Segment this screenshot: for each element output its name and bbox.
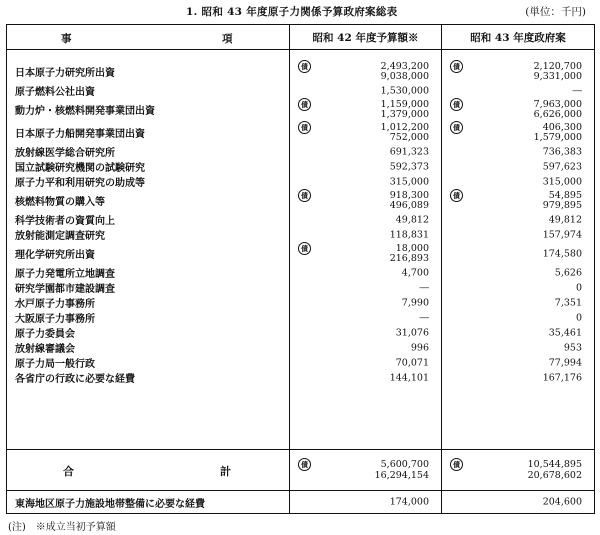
- table-row: [7, 325, 595, 340]
- amount-value: 20,678,602: [527, 470, 582, 481]
- amount-value: 157,974: [542, 229, 582, 240]
- debt-mark-icon: 債: [298, 242, 311, 255]
- item-label: 動力炉・核燃料開発事業団出資: [7, 98, 290, 121]
- table-row: [7, 295, 595, 310]
- table-row: [7, 242, 595, 265]
- col1-cell: [290, 212, 442, 227]
- budget-table: [6, 24, 595, 514]
- item-label: 原子力委員会: [7, 325, 290, 340]
- table-row: [7, 212, 595, 227]
- col2-cell: [442, 159, 595, 174]
- amount-value: 70,071: [395, 357, 429, 368]
- col2-cell: [442, 491, 595, 514]
- amount-value: 6,626,000: [533, 109, 582, 120]
- col2-cell: [442, 212, 595, 227]
- amount-value: 0: [575, 282, 582, 293]
- item-label: 国立試験研究機関の試験研究: [7, 159, 290, 174]
- item-label: 研究学園都市建設調査: [7, 280, 290, 295]
- debt-mark-icon: 債: [298, 458, 311, 471]
- spacer-row: [7, 50, 595, 61]
- header-item: [7, 25, 290, 50]
- amount-value: ―: [572, 85, 582, 96]
- unit-label: (単位：千円): [525, 6, 586, 18]
- amount-value: 1,530,000: [380, 85, 429, 96]
- col2-cell: [442, 325, 595, 340]
- col1-cell: [290, 295, 442, 310]
- table-row: [7, 491, 595, 514]
- col1-cell: [290, 310, 442, 325]
- debt-mark-icon: 債: [450, 458, 463, 471]
- debt-amount-value: 18,000: [395, 243, 429, 254]
- col2-cell: [442, 144, 595, 159]
- amount-value: 315,000: [389, 176, 429, 187]
- amount-value: 1,379,000: [380, 109, 429, 120]
- debt-mark-icon: 債: [450, 60, 463, 73]
- item-label: 日本原子力船開発事業団出資: [7, 121, 290, 144]
- debt-mark-icon: 債: [298, 60, 311, 73]
- debt-amount-value: 1,012,200: [380, 122, 429, 133]
- col1-cell: [290, 265, 442, 280]
- debt-amount-value: 1,159,000: [380, 99, 429, 110]
- item-label: 原子力発電所立地調査: [7, 265, 290, 280]
- col2-cell: [442, 295, 595, 310]
- table-title: 1. 昭和 43 年度原子力関係予算政府案総表: [186, 6, 398, 18]
- amount-value: 736,383: [542, 146, 582, 157]
- col1-cell: [290, 340, 442, 355]
- table-row: [7, 227, 595, 242]
- item-label: 理化学研究所出資: [7, 242, 290, 265]
- amount-value: 174,000: [389, 496, 429, 508]
- col1-cell: [290, 355, 442, 370]
- debt-mark-icon: 債: [298, 189, 311, 202]
- amount-value: ―: [419, 282, 429, 293]
- amount-value: 592,373: [389, 161, 429, 172]
- amount-value: 0: [575, 312, 582, 323]
- col1-cell: [290, 60, 442, 83]
- item-label: 放射線医学総合研究所: [7, 144, 290, 159]
- col1-cell: [290, 83, 442, 98]
- debt-amount-value: 5,600,700: [380, 459, 429, 470]
- col2-cell: [442, 98, 595, 121]
- item-label: 水戸原子力事務所: [7, 295, 290, 310]
- amount-value: 174,580: [542, 248, 582, 259]
- table-row: [7, 280, 595, 295]
- amount-value: 4,700: [401, 267, 429, 278]
- item-label: 原子力平和利用研究の助成等: [7, 174, 290, 189]
- total-label: [7, 450, 290, 491]
- debt-amount-value: 54,895: [548, 190, 582, 201]
- amount-value: ―: [419, 312, 429, 323]
- col2-cell: [442, 340, 595, 355]
- amount-value: 144,101: [389, 372, 429, 383]
- item-label: 原子燃料公社出資: [7, 83, 290, 98]
- col1-cell: [290, 370, 442, 385]
- col2-cell: [442, 83, 595, 98]
- debt-amount-value: 10,544,895: [527, 459, 582, 470]
- header-item-a: 事: [61, 33, 72, 45]
- col1-cell: [290, 280, 442, 295]
- col1-cell: [290, 242, 442, 265]
- amount-value: 77,994: [548, 357, 582, 368]
- amount-value: 35,461: [548, 327, 582, 338]
- col1-cell: [290, 159, 442, 174]
- table-row: [7, 265, 595, 280]
- amount-value: 31,076: [395, 327, 429, 338]
- col2-cell: [442, 121, 595, 144]
- col2-cell: [442, 227, 595, 242]
- item-label: 日本原子力研究所出資: [7, 60, 290, 83]
- debt-mark-icon: 債: [450, 189, 463, 202]
- amount-value: 16,294,154: [374, 470, 429, 481]
- col1-cell: [290, 144, 442, 159]
- total-label-b: 計: [220, 465, 231, 478]
- debt-mark-icon: 債: [298, 121, 311, 134]
- col2-cell: [442, 60, 595, 83]
- amount-value: 9,331,000: [533, 71, 582, 82]
- col1-cell: [290, 189, 442, 212]
- col2-cell: [442, 280, 595, 295]
- amount-value: 953: [563, 342, 582, 353]
- footnote: (注) ※成立当初予算額: [8, 522, 116, 533]
- debt-amount-value: 406,300: [542, 122, 582, 133]
- table-row: [7, 189, 595, 212]
- header-col2: 昭和 43 年度政府案: [442, 25, 595, 50]
- amount-value: 49,812: [548, 214, 582, 225]
- total-row: [7, 450, 595, 491]
- amount-value: 216,893: [389, 253, 429, 264]
- spacer-row: [7, 385, 595, 450]
- col2-cell: [442, 355, 595, 370]
- col2-cell: [442, 189, 595, 212]
- amount-value: 691,323: [389, 146, 429, 157]
- title-bar: [0, 4, 600, 20]
- header-item-b: 項: [222, 33, 233, 45]
- col2-cell: [442, 310, 595, 325]
- item-label: 東海地区原子力施設地帯整備に必要な経費: [7, 491, 290, 514]
- col2-cell: [442, 370, 595, 385]
- table-row: [7, 159, 595, 174]
- header-row: [7, 25, 595, 50]
- debt-amount-value: 2,120,700: [533, 61, 582, 72]
- item-label: 大阪原子力事務所: [7, 310, 290, 325]
- table-row: [7, 98, 595, 121]
- debt-amount-value: 7,963,000: [533, 99, 582, 110]
- debt-amount-value: 2,493,200: [380, 61, 429, 72]
- table-row: [7, 174, 595, 189]
- amount-value: 597,623: [542, 161, 582, 172]
- item-label: 各省庁の行政に必要な経費: [7, 370, 290, 385]
- debt-mark-icon: 債: [450, 98, 463, 111]
- amount-value: 496,089: [389, 200, 429, 211]
- header-col1: 昭和 42 年度予算額※: [290, 25, 442, 50]
- table-row: [7, 310, 595, 325]
- debt-mark-icon: 債: [450, 121, 463, 134]
- col1-cell: [290, 174, 442, 189]
- col1-cell: [290, 325, 442, 340]
- item-label: 核燃料物質の購入等: [7, 189, 290, 212]
- debt-amount-value: 918,300: [389, 190, 429, 201]
- table-row: [7, 355, 595, 370]
- amount-value: 204,600: [542, 496, 582, 508]
- total-label-a: 合: [63, 465, 74, 478]
- amount-value: 49,812: [395, 214, 429, 225]
- amount-value: 1,579,000: [533, 132, 582, 143]
- table-row: [7, 83, 595, 98]
- total-col2-cell: [442, 450, 595, 491]
- amount-value: 752,000: [389, 132, 429, 143]
- col2-cell: [442, 265, 595, 280]
- amount-value: 118,831: [389, 229, 429, 240]
- amount-value: 315,000: [542, 176, 582, 187]
- col2-cell: [442, 242, 595, 265]
- amount-value: 7,351: [554, 297, 582, 308]
- amount-value: 979,895: [542, 200, 582, 211]
- table-row: [7, 144, 595, 159]
- col1-cell: [290, 227, 442, 242]
- table-row: [7, 340, 595, 355]
- amount-value: 7,990: [401, 297, 429, 308]
- table-row: [7, 60, 595, 83]
- item-label: 放射能測定調査研究: [7, 227, 290, 242]
- col2-cell: [442, 174, 595, 189]
- table-row: [7, 121, 595, 144]
- table-row: [7, 370, 595, 385]
- debt-mark-icon: 債: [298, 98, 311, 111]
- col1-cell: [290, 491, 442, 514]
- col1-cell: [290, 98, 442, 121]
- amount-value: 167,176: [542, 372, 582, 383]
- item-label: 原子力局一般行政: [7, 355, 290, 370]
- total-col1-cell: [290, 450, 442, 491]
- amount-value: 996: [410, 342, 429, 353]
- item-label: 科学技術者の資質向上: [7, 212, 290, 227]
- item-label: 放射線審議会: [7, 340, 290, 355]
- col1-cell: [290, 121, 442, 144]
- amount-value: 9,038,000: [380, 71, 429, 82]
- amount-value: 5,626: [554, 267, 582, 278]
